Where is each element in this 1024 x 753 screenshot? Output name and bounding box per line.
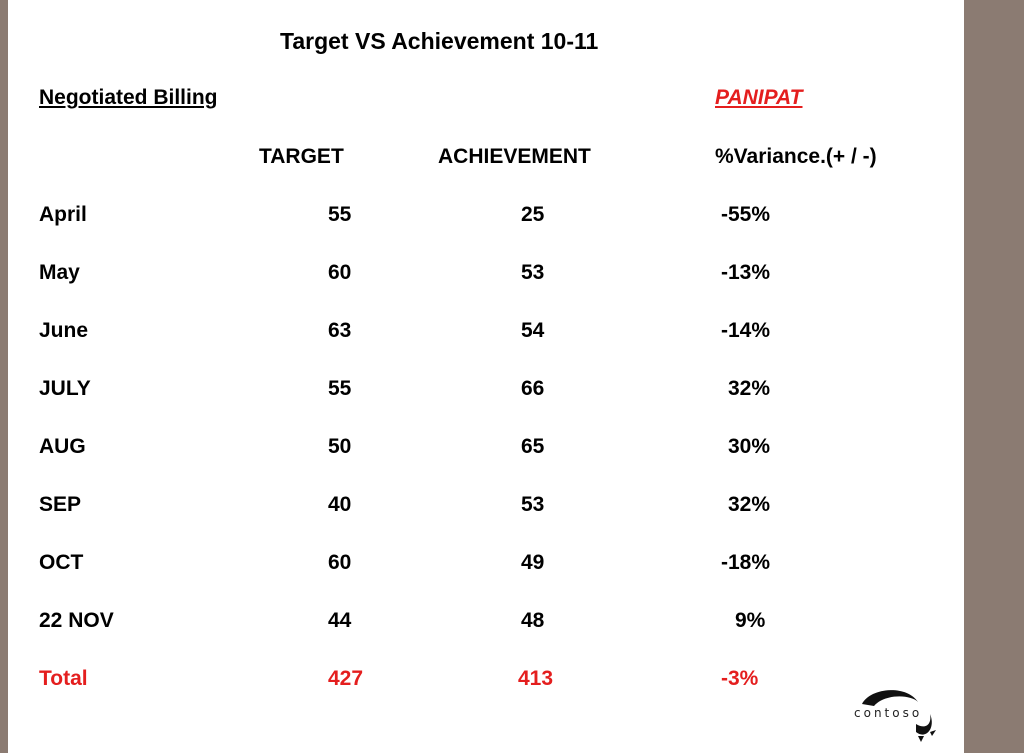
row-achievement: 66 [521, 377, 545, 400]
row-month: SEP [39, 493, 82, 516]
row-variance: -55% [721, 203, 771, 226]
row-variance: 9% [735, 609, 766, 632]
row-variance: -13% [721, 261, 771, 284]
row-variance: 30% [728, 435, 771, 458]
right-frame-border [964, 0, 1024, 753]
row-achievement: 54 [521, 319, 545, 342]
row-target: 63 [328, 319, 352, 342]
row-month: OCT [39, 551, 84, 574]
row-achievement: 25 [521, 203, 545, 226]
total-target: 427 [328, 667, 364, 690]
row-achievement: 65 [521, 435, 545, 458]
row-target: 44 [328, 609, 352, 632]
row-target: 55 [328, 377, 352, 400]
row-month: April [39, 203, 87, 226]
page-title: Target VS Achievement 10-11 [280, 28, 599, 54]
row-achievement: 53 [521, 261, 545, 284]
slide [8, 0, 964, 753]
row-variance: -18% [721, 551, 771, 574]
row-month: AUG [39, 435, 86, 458]
row-target: 55 [328, 203, 352, 226]
row-month: JULY [39, 377, 91, 400]
left-frame-border [0, 0, 8, 753]
contoso-logo [844, 684, 944, 746]
row-month: June [39, 319, 89, 342]
header-achievement: ACHIEVEMENT [438, 145, 591, 168]
row-target: 60 [328, 261, 352, 284]
logo-text: contoso [854, 706, 923, 720]
row-target: 40 [328, 493, 352, 516]
row-month: 22 NOV [39, 609, 114, 632]
row-variance: -14% [721, 319, 771, 342]
total-variance: -3% [721, 667, 759, 690]
row-variance: 32% [728, 377, 771, 400]
total-label: Total [39, 667, 88, 690]
row-target: 60 [328, 551, 352, 574]
header-target: TARGET [259, 145, 344, 168]
subtitle: Negotiated Billing [39, 86, 218, 109]
row-achievement: 48 [521, 609, 545, 632]
row-achievement: 53 [521, 493, 545, 516]
row-variance: 32% [728, 493, 771, 516]
row-month: May [39, 261, 80, 284]
row-achievement: 49 [521, 551, 545, 574]
header-variance: %Variance.(+ / -) [715, 145, 877, 168]
total-achievement: 413 [518, 667, 554, 690]
row-target: 50 [328, 435, 352, 458]
location-label: PANIPAT [715, 86, 803, 109]
